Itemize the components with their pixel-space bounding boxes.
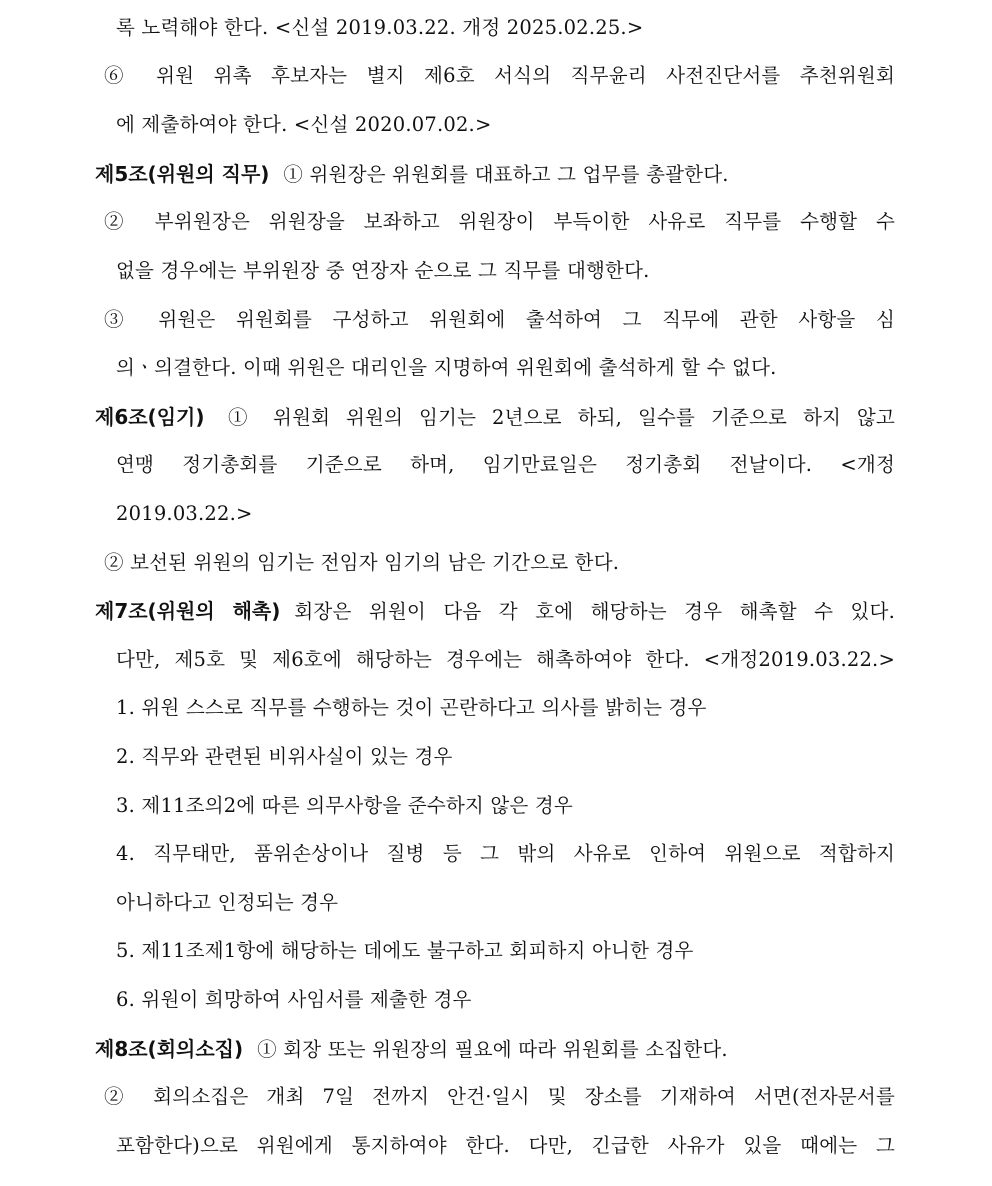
list-item (116, 937, 895, 965)
line-text: ① 위원회 위원의 임기는 2년으로 하되, 일수를 기준으로 하지 않고 (218, 406, 895, 429)
line-text: 4. 직무태만, 품위손상이나 질병 등 그 밖의 사유로 인하여 위원으로 적합하지 (116, 842, 895, 865)
line-text: 록 노력해야 한다. <신설 2019.03.22. 개정 2025.02.25.> (116, 16, 644, 39)
line-text: 3. 제11조의2에 따른 의무사항을 준수하지 않은 경우 (116, 794, 573, 817)
line-text: 아니하다고 인정되는 경우 (116, 891, 339, 914)
line-text: 연맹 정기총회를 기준으로 하며, 임기만료일은 정기총회 전날이다. <개정 (116, 453, 895, 476)
article-6-heading: 제6조(임기) (95, 405, 205, 429)
article-7-line (95, 597, 895, 626)
list-item (116, 840, 895, 868)
text-line (116, 500, 895, 528)
line-text: ② 보선된 위원의 임기는 전임자 임기의 남은 기간으로 한다. (104, 551, 620, 574)
line-text: 없을 경우에는 부위원장 중 연장자 순으로 그 직무를 대행한다. (116, 259, 650, 282)
list-item (116, 743, 895, 771)
article-6-clause-2 (104, 549, 895, 577)
line-text: 1. 위원 스스로 직무를 수행하는 것이 곤란하다고 의사를 밝히는 경우 (116, 696, 707, 719)
text-line (116, 646, 895, 674)
line-text: ⑥ 위원 위촉 후보자는 별지 제6호 서식의 직무윤리 사전진단서를 추천위원회 (104, 64, 895, 87)
article-7-heading: 제7조(위원의 해촉) (95, 599, 281, 623)
line-text: ② 부위원장은 위원장을 보좌하고 위원장이 부득이한 사유로 직무를 수행할 수 (104, 210, 895, 233)
article-8-heading: 제8조(회의소집) (95, 1037, 244, 1061)
line-text: 6. 위원이 희망하여 사임서를 제출한 경우 (116, 988, 472, 1011)
line-text: 에 제출하여야 한다. <신설 2020.07.02.> (116, 113, 492, 136)
text-line (116, 111, 895, 139)
text-line (116, 257, 895, 285)
article-5-clause-3 (104, 306, 895, 334)
line-text: 다만, 제5호 및 제6호에 해당하는 경우에는 해촉하여야 한다. <개정2019.03.22.> (116, 648, 895, 671)
article-6-line (95, 403, 895, 432)
article-8-line (95, 1035, 895, 1064)
line-text: ② 회의소집은 개최 7일 전까지 안건·일시 및 장소를 기재하여 서면(전자문서를 (104, 1085, 895, 1108)
line-text: 2019.03.22.> (116, 502, 253, 525)
list-item (116, 986, 895, 1014)
line-text: ① 회장 또는 위원장의 필요에 따라 위원회를 소집한다. (257, 1038, 728, 1061)
article-5-heading: 제5조(위원의 직무) (95, 162, 270, 186)
line-text: 의ㆍ의결한다. 이때 위원은 대리인을 지명하여 위원회에 출석하게 할 수 없다. (116, 356, 777, 379)
line-text: 5. 제11조제1항에 해당하는 데에도 불구하고 회피하지 아니한 경우 (116, 939, 694, 962)
article-5-line (95, 160, 895, 189)
text-line (116, 354, 895, 382)
list-item (116, 694, 895, 722)
text-line (116, 1132, 895, 1160)
article-5-clause-2 (104, 208, 895, 236)
line-text: ③ 위원은 위원회를 구성하고 위원회에 출석하여 그 직무에 관한 사항을 심 (104, 308, 895, 331)
article-4-clause-6 (104, 62, 895, 90)
text-line (116, 14, 895, 42)
line-text: 회장은 위원이 다음 각 호에 해당하는 경우 해촉할 수 있다. (294, 600, 895, 623)
line-text: ① 위원장은 위원회를 대표하고 그 업무를 총괄한다. (283, 163, 729, 186)
line-text: 2. 직무와 관련된 비위사실이 있는 경우 (116, 745, 453, 768)
line-text: 포함한다)으로 위원에게 통지하여야 한다. 다만, 긴급한 사유가 있을 때에는 그 (116, 1134, 895, 1157)
text-line (116, 889, 895, 917)
list-item (116, 792, 895, 820)
text-line (116, 451, 895, 479)
article-8-clause-2 (104, 1083, 895, 1111)
